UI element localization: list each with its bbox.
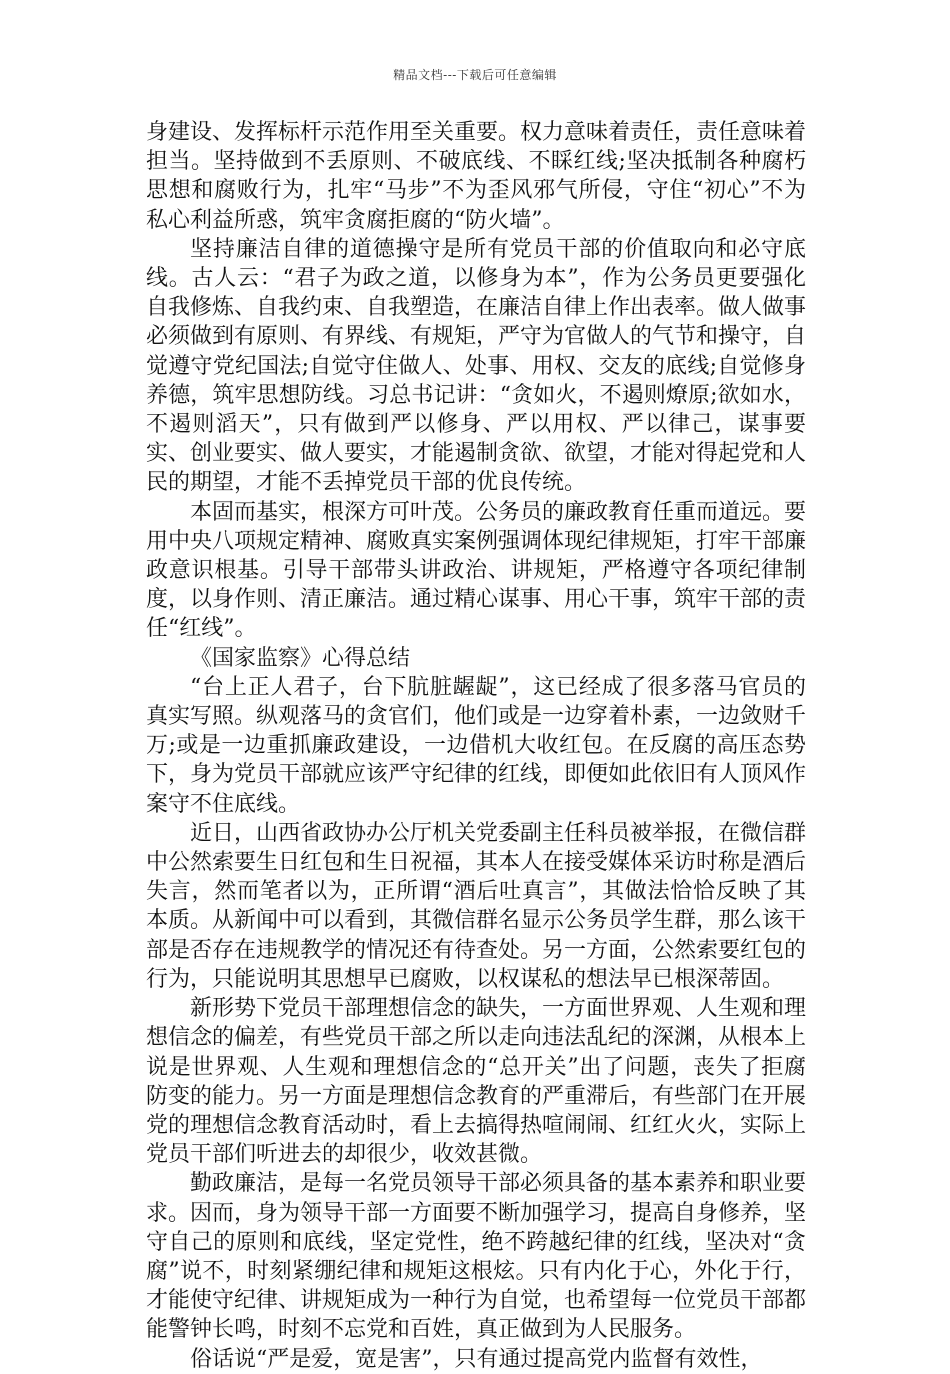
document-body	[146, 118, 806, 1374]
paragraph: 勤政廉洁，是每一名党员领导干部必须具备的基本素养和职业要求。因而，身为领导干部一方面要不断加强学习，提高自身修养，坚守自己的原则和底线，坚定党性，绝不跨越纪律的红线，坚决对“贪腐”说不，时刻紧绷纪律和规矩这根炫。只有内化于心，外化于行，才能使守纪律、讲规矩成为一种行为自觉，也希望每一位党员干部都能警钟长鸣，时刻不忘党和百姓，真正做到为人民服务。	[146, 1171, 807, 1343]
paragraph-continuation: 身建设、发挥标杆示范作用至关重要。权力意味着责任，责任意味着担当。坚持做到不丢原则、不破底线、不睬红线;坚决抵制各种腐朽思想和腐败行为，扎牢“马步”不为歪风邪气所侵，守住“初心”不为私心利益所惑，筑牢贪腐拒腐的“防火墙”。	[146, 120, 807, 233]
header-note: 精品文档---下载后可任意编辑	[393, 68, 557, 82]
paragraph: 坚持廉洁自律的道德操守是所有党员干部的价值取向和必守底线。古人云：“君子为政之道，以修身为本”，作为公务员更要强化自我修炼、自我约束、自我塑造，在廉洁自律上作出表率。做人做事必须做到有原则、有界线、有规矩，严守为官做人的气节和操守，自觉遵守党纪国法;自觉守住做人、处事、用权、交友的底线;自觉修身养德，筑牢思想防线。习总书记讲：“贪如火，不遏则燎原;欲如水，不遏则滔天”，只有做到严以修身、严以用权、严以律己，谋事要实、创业要实、做人要实，才能遏制贪欲、欲望，才能对得起党和人民的期望，才能不丢掉党员干部的优良传统。	[146, 236, 807, 496]
paragraph: “台上正人君子，台下肮脏龌龊”，这已经成了很多落马官员的真实写照。纵观落马的贪官们，他们或是一边穿着朴素，一边敛财千万;或是一边重抓廉政建设，一边借机大收红包。在反腐的高压态势下，身为党员干部就应该严守纪律的红线，即便如此依旧有人顶风作案守不住底线。	[146, 674, 807, 817]
paragraph: 近日，山西省政协办公厅机关党委副主任科员被举报，在微信群中公然索要生日红包和生日祝福，其本人在接受媒体采访时称是酒后失言，然而笔者以为，正所谓“酒后吐真言”，其做法恰恰反映了其本质。从新闻中可以看到，其微信群名显示公务员学生群，那么该干部是否存在违规教学的情况还有待查处。另一方面，公然索要红包的行为，只能说明其思想早已腐败，以权谋私的想法早已根深蒂固。	[146, 820, 807, 992]
paragraph: 本固而基实，根深方可叶茂。公务员的廉政教育任重而道远。要用中央八项规定精神、腐败真实案例强调体现纪律规矩，打牢干部廉政意识根基。引导干部带头讲政治、讲规矩，严格遵守各项纪律制度，以身作则、清正廉洁。通过精心谋事、用心干事，筑牢干部的责任“红线”。	[146, 499, 807, 642]
paragraph: 俗话说“严是爱，宽是害”，只有通过提高党内监督有效性，	[190, 1346, 763, 1372]
paragraph: 新形势下党员干部理想信念的缺失，一方面世界观、人生观和理想信念的偏差，有些党员干部之所以走向违法乱纪的深渊，从根本上说是世界观、人生观和理想信念的“总开关”出了问题，丧失了拒腐防变的能力。另一方面是理想信念教育的严重滞后，有些部门在开展党的理想信念教育活动时，看上去搞得热喧闹闹、红红火火，实际上党员干部们听进去的却很少，收效甚微。	[146, 996, 807, 1168]
section-title: 《国家监察》心得总结	[190, 645, 411, 671]
